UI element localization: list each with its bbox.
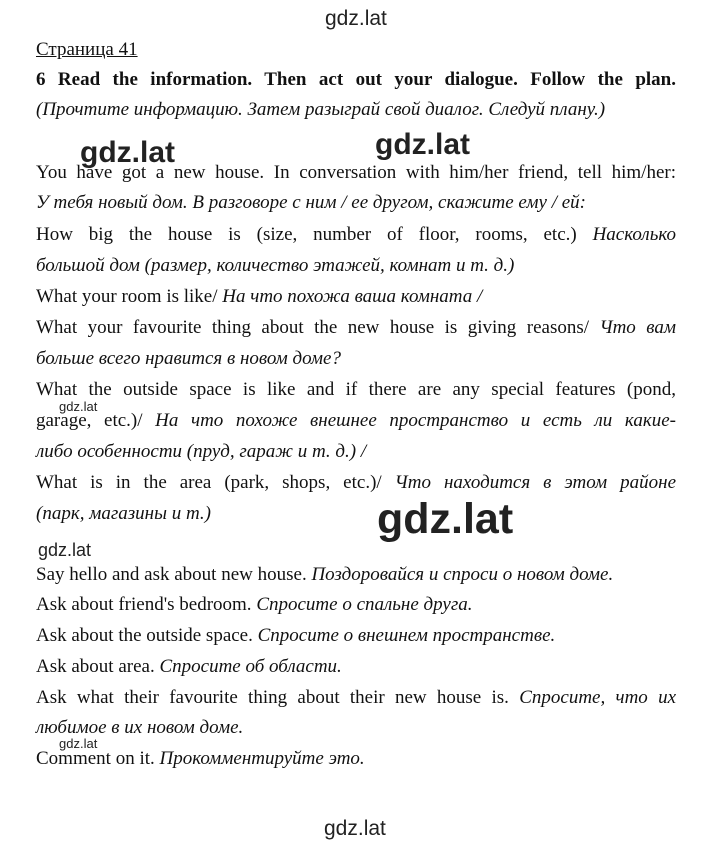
point-2-en: What your room is like/ bbox=[36, 286, 218, 307]
point-2-ru: На что похожа ваша комната / bbox=[222, 286, 483, 307]
watermark-small-1: gdz.lat bbox=[59, 399, 98, 414]
point-5-line-1 bbox=[36, 472, 676, 494]
point-5-ru: Что находится в этом районе bbox=[394, 472, 676, 493]
point-5-en: What is in the area (park, shops, etc.)/ bbox=[36, 472, 382, 493]
point-1-line-2: большой дом (размер, количество этажей, комнат и т. д.) bbox=[36, 255, 515, 276]
plan-item-2-en: Ask about friend's bedroom. bbox=[36, 594, 252, 615]
point-1-line-1 bbox=[36, 224, 676, 246]
intro-ru: У тебя новый дом. В разговоре с ним / ее другом, скажите ему / ей: bbox=[36, 192, 586, 213]
plan-item-1 bbox=[36, 564, 676, 586]
point-4-line-1: What the outside space is like and if there are any special features (pond, bbox=[36, 379, 676, 400]
point-3-ru: Что вам bbox=[599, 317, 676, 338]
point-3-en: What your favourite thing about the new house is giving reasons/ bbox=[36, 317, 590, 338]
plan-item-4-en: Ask about area. bbox=[36, 656, 155, 677]
plan-item-6 bbox=[36, 748, 676, 770]
plan-item-5 bbox=[36, 687, 676, 709]
watermark-small-3: gdz.lat bbox=[59, 736, 98, 751]
page-label: Страница 41 bbox=[36, 39, 138, 60]
plan-item-5-ru: Спросите, что их bbox=[519, 687, 677, 708]
point-4-en-2: garage, etc.)/ bbox=[36, 410, 143, 431]
plan-item-5-line-2: любимое в их новом доме. bbox=[36, 717, 244, 738]
watermark-left: gdz.lat bbox=[80, 136, 175, 169]
watermark-right: gdz.lat bbox=[375, 128, 470, 161]
plan-item-1-ru: Поздоровайся и спроси о новом доме. bbox=[311, 564, 614, 585]
watermark-large: gdz.lat bbox=[377, 495, 514, 543]
plan-item-4-ru: Спросите об области. bbox=[159, 656, 342, 677]
point-1-en: How big the house is (size, number of floor, rooms, etc.) bbox=[36, 224, 577, 245]
plan-item-2 bbox=[36, 594, 676, 616]
plan-item-6-ru: Прокомментируйте это. bbox=[159, 748, 365, 769]
point-4-line-2 bbox=[36, 410, 676, 432]
point-2-line-1 bbox=[36, 286, 676, 308]
plan-item-6-en: Comment on it. bbox=[36, 748, 155, 769]
plan-item-3-en: Ask about the outside space. bbox=[36, 625, 253, 646]
point-3-line-1 bbox=[36, 317, 676, 339]
intro-en: You have got a new house. In conversation with him/her friend, tell him/her: bbox=[36, 162, 676, 183]
watermark-small-2: gdz.lat bbox=[38, 540, 92, 560]
plan-item-3-ru: Спросите о внешнем пространстве. bbox=[257, 625, 556, 646]
task-translation: (Прочтите информацию. Затем разыграй свой диалог. Следуй плану.) bbox=[36, 99, 606, 120]
point-5-line-2: (парк, магазины и т.) bbox=[36, 503, 211, 524]
plan-item-3 bbox=[36, 625, 676, 647]
point-4-line-3: либо особенности (пруд, гараж и т. д.) / bbox=[36, 441, 367, 462]
plan-item-1-en: Say hello and ask about new house. bbox=[36, 564, 307, 585]
plan-item-5-en: Ask what their favourite thing about their new house is. bbox=[36, 687, 509, 708]
point-4-ru: На что похоже внешнее пространство и есть ли какие- bbox=[155, 410, 676, 431]
point-3-line-2: больше всего нравится в новом доме? bbox=[36, 348, 341, 369]
task-title: 6 Read the information. Then act out your dialogue. Follow the plan. bbox=[36, 69, 676, 90]
plan-item-4 bbox=[36, 656, 676, 678]
watermark-top: gdz.lat bbox=[325, 7, 387, 30]
point-1-ru: Насколько bbox=[592, 224, 677, 245]
plan-item-2-ru: Спросите о спальне друга. bbox=[256, 594, 473, 615]
watermark-bottom: gdz.lat bbox=[324, 817, 386, 840]
